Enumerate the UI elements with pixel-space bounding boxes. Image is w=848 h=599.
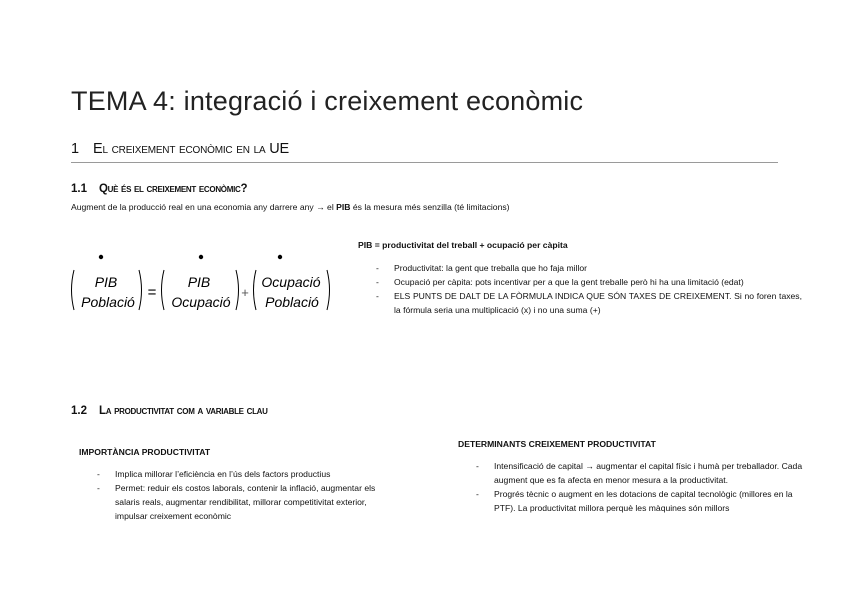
list-item: - Ocupació per càpita: pots incentivar per a que la gent treballe però hi ha una limitació (edat) [372, 275, 802, 289]
list-item: - Intensificació de capital → augmentar el capital físic i humà per treballador. Cada augment que es fa afecta en menor mesura a la productivitat. [472, 459, 807, 487]
list-item: - ELS PUNTS DE DALT DE LA FÒRMULA INDICA QUE SÓN TAXES DE CREIXEMENT. Si no foren taxes, la fórmula seria una multiplicació (x) i no una suma (+) [372, 289, 802, 317]
heading-rule [71, 162, 778, 163]
formula-paren-open-lhs [72, 270, 75, 310]
page-title: TEMA 4: integració i creixement econòmic [71, 86, 584, 116]
section-1-2-title: La productivitat com a variable clau [99, 405, 268, 417]
intro-paragraph [71, 200, 510, 214]
formula-equals: = [147, 284, 157, 301]
section-1-1-number: 1.1 [71, 183, 87, 195]
section-1-number: 1 [71, 141, 80, 157]
formula-paren-close-lhs [139, 270, 142, 310]
list-item: - Progrés tècnic o augment en les dotacions de capital tecnològic (millores en la PTF). La productivitat millora perquè les màquines són millors [472, 487, 807, 515]
formula-paren-close-rhs [327, 270, 330, 310]
formula-dot-lhs [99, 255, 103, 259]
section-1-2-number: 1.2 [71, 405, 87, 417]
section-1-2-heading [71, 405, 268, 417]
formula-lhs-denominator: Població [81, 294, 135, 310]
formula-rhs-numerator: Ocupació [261, 274, 321, 290]
formula-plus: + [241, 285, 249, 300]
list-item: - Implica millorar l’eficiència en l’ús dels factors productius [93, 467, 393, 481]
determinants-title: DETERMINANTS CREIXEMENT PRODUCTIVITAT [458, 439, 656, 449]
determinants-list [472, 459, 807, 515]
section-1-heading [71, 141, 289, 157]
pib-definition-title: PIB = productivitat del treball + ocupació per càpita [358, 240, 568, 250]
formula-dot-rhs [278, 255, 282, 259]
section-1-1-heading [71, 183, 247, 195]
formula-mid-denominator: Ocupació [171, 294, 231, 310]
section-1-title: El creixement econòmic en la UE [93, 141, 290, 157]
formula-mid-numerator: PIB [187, 274, 211, 290]
list-item: - Permet: reduir els costos laborals, contenir la inflació, augmentar els salaris reals, augmentar rendibilitat, millorar competitivitat exterior, impulsar creixement econòmic [93, 481, 393, 523]
formula-paren-close-mid [236, 270, 239, 310]
formula-lhs-numerator: PIB [94, 274, 118, 290]
importancia-list [93, 467, 393, 523]
pib-definition-list [372, 261, 802, 317]
list-item: - Productivitat: la gent que treballa que ho faja millor [372, 261, 802, 275]
formula-dot-mid [199, 255, 203, 259]
formula-rhs-denominator: Població [265, 294, 319, 310]
section-1-1-title: Què és el creixement econòmic? [99, 183, 248, 195]
formula-paren-open-rhs [254, 270, 257, 310]
formula-paren-open-mid [162, 270, 165, 310]
intro-text-after: és la mesura més senzilla (té limitacions) [350, 202, 510, 212]
intro-text-before: Augment de la producció real en una economia any darrere any → el [71, 202, 337, 212]
growth-formula [68, 254, 338, 316]
intro-text-bold: PIB [336, 202, 351, 212]
importancia-title: IMPORTÀNCIA PRODUCTIVITAT [79, 447, 211, 457]
